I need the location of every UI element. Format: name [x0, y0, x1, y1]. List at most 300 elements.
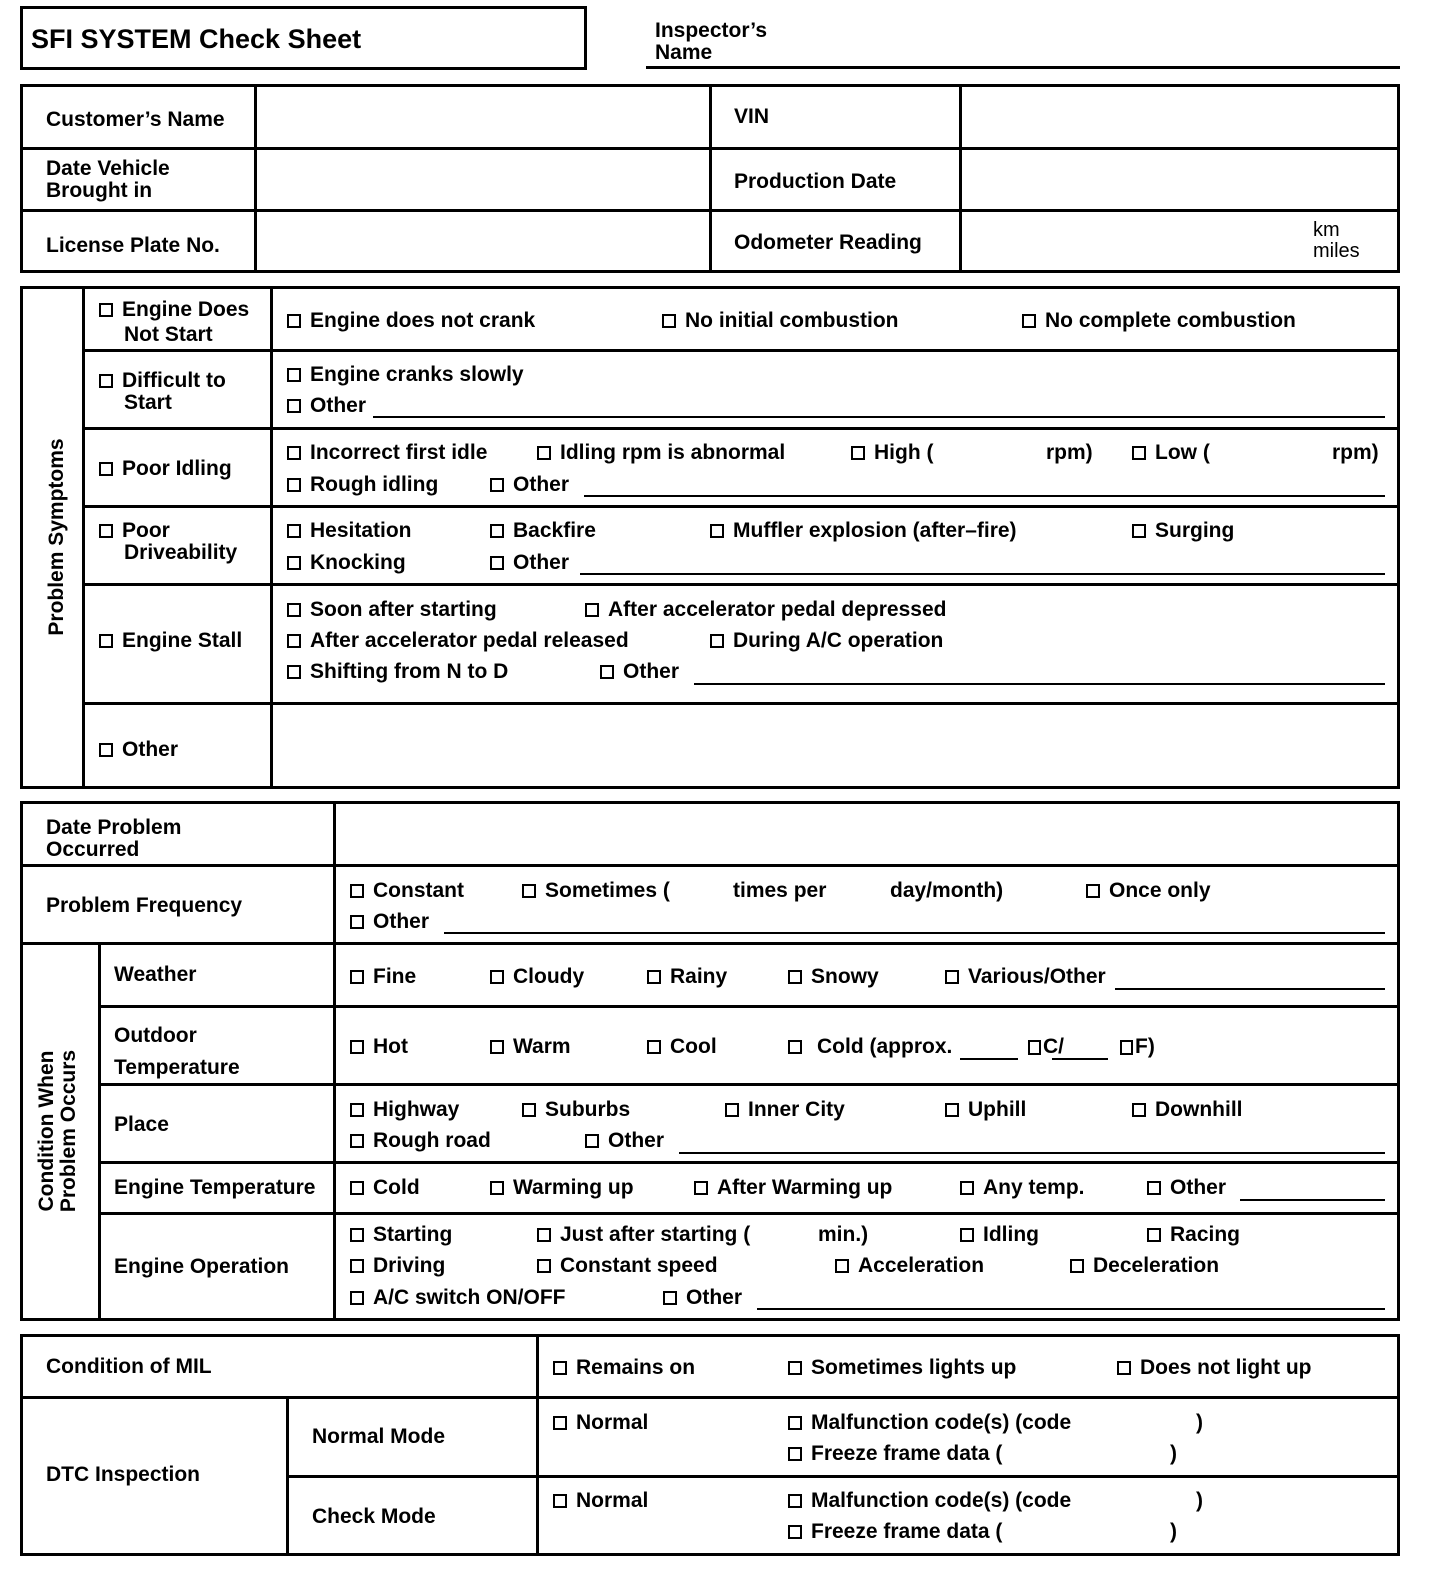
various-other-checkbox[interactable]: [945, 966, 1106, 988]
once-only-checkbox[interactable]: [1086, 880, 1211, 902]
checkbox-icon: [522, 884, 536, 898]
checkbox-icon: [490, 1181, 504, 1195]
production-date-label: Production Date: [734, 170, 897, 193]
idling-checkbox[interactable]: [960, 1224, 1039, 1246]
checkbox-icon: [663, 1291, 677, 1305]
option-label: Other: [513, 551, 570, 574]
license-plate-field[interactable]: [258, 213, 706, 270]
frequency-other-field[interactable]: [444, 932, 1385, 934]
remains-on-checkbox[interactable]: [553, 1357, 695, 1379]
driveability-other-checkbox[interactable]: [490, 552, 569, 574]
option-label: Highway: [373, 1098, 460, 1121]
frequency-other-checkbox[interactable]: [350, 911, 429, 933]
place-other-field[interactable]: [679, 1152, 1385, 1154]
checkbox-icon: [662, 314, 676, 328]
option-label: Other: [310, 394, 367, 417]
engine-stall-label: Engine Stall: [122, 629, 243, 652]
option-label: Muffler explosion (after–fire): [733, 519, 1017, 542]
date-problem-line1: Date Problem: [46, 816, 182, 839]
divider: [20, 942, 1400, 945]
option-label: Sometimes lights up: [811, 1356, 1017, 1379]
check-mode-malfunction-close: ): [1196, 1489, 1203, 1512]
option-label: Just after starting (: [560, 1223, 751, 1246]
date-problem-field[interactable]: [337, 805, 1396, 863]
vin-label: VIN: [734, 105, 770, 128]
cold-approx-checkbox[interactable]: [788, 1036, 952, 1058]
checkbox-icon: [788, 1040, 802, 1054]
checkbox-icon: [788, 1361, 802, 1375]
shifting-n-to-d-checkbox[interactable]: [287, 661, 508, 683]
checkbox-icon: [287, 665, 301, 679]
knocking-checkbox[interactable]: [287, 552, 406, 574]
rainy-checkbox[interactable]: [647, 966, 727, 988]
km-unit: km: [1313, 219, 1340, 241]
option-label: Rainy: [670, 965, 728, 988]
difficult-other-field[interactable]: [373, 416, 1385, 418]
weather-label: Weather: [114, 963, 197, 986]
option-label: Backfire: [513, 519, 596, 542]
ac-switch-checkbox[interactable]: [350, 1287, 566, 1309]
odometer-field[interactable]: [963, 213, 1303, 270]
checkbox-icon: [788, 1494, 802, 1508]
poor-driveability-checkbox[interactable]: [99, 520, 170, 542]
celsius-field[interactable]: [960, 1058, 1018, 1060]
degree-box-icon: [1120, 1040, 1133, 1055]
check-mode-normal-checkbox[interactable]: [553, 1490, 648, 1512]
difficult-to-start-label-line2: Start: [124, 391, 172, 414]
after-pedal-depressed-checkbox[interactable]: [585, 599, 946, 621]
condition-when-problem-occurs-label: [36, 1033, 80, 1229]
checkbox-icon: [99, 462, 113, 476]
option-label: Suburbs: [545, 1098, 631, 1121]
date-problem-line2: Occurred: [46, 838, 140, 861]
soon-after-starting-checkbox[interactable]: [287, 599, 497, 621]
checkbox-icon: [99, 743, 113, 757]
option-label: Hot: [373, 1035, 408, 1058]
checkbox-icon: [725, 1103, 739, 1117]
surging-checkbox[interactable]: [1132, 520, 1234, 542]
option-label: Snowy: [811, 965, 879, 988]
divider: [98, 1083, 1400, 1086]
engine-operation-label: Engine Operation: [114, 1255, 290, 1278]
idling-other-checkbox[interactable]: [490, 474, 569, 496]
option-label: Sometimes (: [545, 879, 670, 902]
constant-checkbox[interactable]: [350, 880, 464, 902]
incorrect-first-idle-checkbox[interactable]: [287, 442, 487, 464]
checkbox-icon: [1147, 1228, 1161, 1242]
racing-checkbox[interactable]: [1147, 1224, 1240, 1246]
option-label: Engine does not crank: [310, 309, 536, 332]
option-label: Cold: [373, 1176, 420, 1199]
checkbox-icon: [287, 524, 301, 538]
option-label: Rough idling: [310, 473, 439, 496]
just-after-starting-checkbox[interactable]: [537, 1224, 750, 1246]
snowy-checkbox[interactable]: [788, 966, 879, 988]
checkbox-icon: [490, 970, 504, 984]
day-month-label: day/month): [890, 879, 1004, 902]
option-label: After Warming up: [717, 1176, 893, 1199]
no-initial-combustion-checkbox[interactable]: [662, 310, 899, 332]
checkbox-icon: [350, 884, 364, 898]
customer-name-label: Customer’s Name: [46, 108, 225, 131]
divider: [286, 1475, 1400, 1478]
option-label: Cold (approx.: [817, 1035, 953, 1058]
fahrenheit-unit: [1118, 1036, 1155, 1058]
option-label: Malfunction code(s) (code: [811, 1411, 1072, 1434]
normal-mode-label: Normal Mode: [312, 1425, 446, 1448]
divider: [333, 801, 336, 1321]
option-label: Engine cranks slowly: [310, 363, 524, 386]
checkbox-icon: [600, 665, 614, 679]
outdoor-temperature-line1: Outdoor: [114, 1024, 197, 1047]
checkbox-icon: [287, 446, 301, 460]
option-label: Knocking: [310, 551, 406, 574]
uphill-checkbox[interactable]: [945, 1099, 1026, 1121]
option-label: Other: [513, 473, 570, 496]
during-ac-operation-checkbox[interactable]: [710, 630, 943, 652]
place-other-checkbox[interactable]: [585, 1130, 664, 1152]
divider: [82, 349, 1400, 352]
checkbox-icon: [537, 446, 551, 460]
normal-mode-freeze-close: ): [1170, 1442, 1177, 1465]
divider: [98, 942, 101, 1321]
inner-city-checkbox[interactable]: [725, 1099, 845, 1121]
checkbox-icon: [350, 1181, 364, 1195]
option-label: Once only: [1109, 879, 1211, 902]
symptom-other-field[interactable]: [274, 706, 1396, 786]
idle-low-rpm-unit: rpm): [1332, 441, 1379, 464]
divider: [98, 1212, 1400, 1215]
checkbox-icon: [350, 1134, 364, 1148]
checkbox-icon: [522, 1103, 536, 1117]
inspector-label-line1: Inspector’s: [655, 19, 768, 42]
checkbox-icon: [350, 1103, 364, 1117]
problem-symptoms-section-label: Problem Symptoms: [45, 438, 68, 636]
operation-other-field[interactable]: [757, 1308, 1385, 1310]
option-label: Other: [608, 1129, 665, 1152]
after-warming-up-checkbox[interactable]: [694, 1177, 892, 1199]
check-mode-malfunction-checkbox[interactable]: [788, 1490, 1071, 1512]
option-label: Malfunction code(s) (code: [811, 1489, 1072, 1512]
check-mode-freeze-close: ): [1170, 1520, 1177, 1543]
checkbox-icon: [835, 1259, 849, 1273]
acceleration-checkbox[interactable]: [835, 1255, 984, 1277]
production-date-field[interactable]: [963, 151, 1396, 208]
condition-label-line1: Condition When: [35, 1050, 58, 1212]
checkbox-icon: [647, 1040, 661, 1054]
fine-checkbox[interactable]: [350, 966, 416, 988]
idling-other-field[interactable]: [584, 495, 1385, 497]
option-label: Cloudy: [513, 965, 585, 988]
min-unit: min.): [818, 1223, 869, 1246]
difficult-to-start-label: Difficult to: [122, 369, 226, 392]
inspector-name-field[interactable]: [646, 66, 1400, 69]
normal-mode-malfunction-close: ): [1196, 1411, 1203, 1434]
option-label: High (: [874, 441, 934, 464]
divider: [82, 286, 85, 789]
option-label: Remains on: [576, 1356, 696, 1379]
option-label: Warming up: [513, 1176, 634, 1199]
option-label: Uphill: [968, 1098, 1027, 1121]
divider: [20, 1396, 1400, 1399]
condition-label-line2: Problem Occurs: [57, 1049, 80, 1213]
inspector-label: [655, 20, 767, 64]
divider: [20, 864, 1400, 867]
option-label: Idling rpm is abnormal: [560, 441, 786, 464]
checkbox-icon: [710, 524, 724, 538]
checkbox-icon: [287, 478, 301, 492]
option-label: Other: [686, 1286, 743, 1309]
option-label: During A/C operation: [733, 629, 944, 652]
difficult-to-start-checkbox[interactable]: [99, 370, 226, 392]
muffler-explosion-checkbox[interactable]: [710, 520, 1017, 542]
highway-checkbox[interactable]: [350, 1099, 459, 1121]
divider: [536, 1334, 539, 1556]
rough-road-checkbox[interactable]: [350, 1130, 491, 1152]
option-label: No complete combustion: [1045, 309, 1296, 332]
option-label: Normal: [576, 1411, 649, 1434]
option-label: Other: [373, 910, 430, 933]
checkbox-icon: [99, 524, 113, 538]
engine-does-not-start-checkbox[interactable]: [99, 299, 249, 321]
option-label: Normal: [576, 1489, 649, 1512]
engine-does-not-crank-checkbox[interactable]: [287, 310, 535, 332]
checkbox-icon: [710, 634, 724, 648]
inspector-label-line2: Name: [655, 41, 713, 64]
poor-idling-label: Poor Idling: [122, 457, 232, 480]
normal-mode-malfunction-checkbox[interactable]: [788, 1412, 1071, 1434]
divider: [959, 84, 962, 273]
cloudy-checkbox[interactable]: [490, 966, 584, 988]
option-label: Freeze frame data (: [811, 1520, 1003, 1543]
outdoor-temperature-line2: Temperature: [114, 1056, 240, 1079]
checkbox-icon: [1132, 1103, 1146, 1117]
driveability-other-field[interactable]: [580, 573, 1385, 575]
times-per-label: times per: [733, 879, 827, 902]
option-label: Freeze frame data (: [811, 1442, 1003, 1465]
option-label: Any temp.: [983, 1176, 1085, 1199]
customer-name-field[interactable]: [258, 88, 706, 146]
condition-of-mil-label: Condition of MIL: [46, 1355, 212, 1378]
option-label: Incorrect first idle: [310, 441, 488, 464]
engine-does-not-start-label: Engine Does: [122, 298, 250, 321]
option-label: Surging: [1155, 519, 1235, 542]
does-not-light-up-checkbox[interactable]: [1117, 1357, 1311, 1379]
checkbox-icon: [960, 1228, 974, 1242]
date-vehicle-line1: Date Vehicle: [46, 157, 170, 180]
checkbox-icon: [553, 1494, 567, 1508]
hesitation-checkbox[interactable]: [287, 520, 412, 542]
checkbox-icon: [1022, 314, 1036, 328]
checkbox-icon: [490, 556, 504, 570]
checkbox-icon: [287, 314, 301, 328]
divider: [286, 1396, 289, 1556]
any-temp-checkbox[interactable]: [960, 1177, 1085, 1199]
degree-box-icon: [1028, 1040, 1041, 1055]
idling-rpm-abnormal-checkbox[interactable]: [537, 442, 785, 464]
option-label: Starting: [373, 1223, 453, 1246]
downhill-checkbox[interactable]: [1132, 1099, 1243, 1121]
suburbs-checkbox[interactable]: [522, 1099, 630, 1121]
check-mode-label: Check Mode: [312, 1505, 436, 1528]
difficult-other-checkbox[interactable]: [287, 395, 366, 417]
checkbox-icon: [350, 915, 364, 929]
idle-low-checkbox[interactable]: [1132, 442, 1210, 464]
operation-other-checkbox[interactable]: [663, 1287, 742, 1309]
checkbox-icon: [553, 1416, 567, 1430]
checkbox-icon: [647, 970, 661, 984]
stall-other-field[interactable]: [694, 683, 1385, 685]
outdoor-temperature-label: [114, 1020, 240, 1084]
checkbox-icon: [585, 603, 599, 617]
checkbox-icon: [537, 1228, 551, 1242]
checkbox-icon: [694, 1181, 708, 1195]
option-label: Rough road: [373, 1129, 491, 1152]
option-label: After accelerator pedal depressed: [608, 598, 947, 621]
warming-up-checkbox[interactable]: [490, 1177, 634, 1199]
symptom-other-checkbox[interactable]: [99, 739, 178, 761]
divider: [270, 286, 273, 789]
constant-speed-checkbox[interactable]: [537, 1255, 718, 1277]
divider: [82, 427, 1400, 430]
date-vehicle-field[interactable]: [258, 151, 706, 208]
sometimes-checkbox[interactable]: [522, 880, 670, 902]
driving-checkbox[interactable]: [350, 1255, 445, 1277]
hot-checkbox[interactable]: [350, 1036, 408, 1058]
deceleration-checkbox[interactable]: [1070, 1255, 1219, 1277]
checkbox-icon: [1132, 446, 1146, 460]
cool-checkbox[interactable]: [647, 1036, 717, 1058]
weather-other-field[interactable]: [1115, 988, 1385, 990]
checkbox-icon: [99, 303, 113, 317]
option-label: Constant: [373, 879, 464, 902]
checkbox-icon: [490, 524, 504, 538]
engine-cranks-slowly-checkbox[interactable]: [287, 364, 524, 386]
poor-idling-checkbox[interactable]: [99, 458, 232, 480]
divider: [82, 505, 1400, 508]
checkbox-icon: [945, 1103, 959, 1117]
normal-mode-normal-checkbox[interactable]: [553, 1412, 648, 1434]
checkbox-icon: [585, 1134, 599, 1148]
unit-label: C/: [1043, 1035, 1064, 1058]
engine-cold-checkbox[interactable]: [350, 1177, 420, 1199]
divider: [98, 1005, 1400, 1008]
poor-driveability-label: Poor: [122, 519, 170, 542]
option-label: Soon after starting: [310, 598, 497, 621]
date-problem-label: [46, 817, 181, 861]
sometimes-lights-up-checkbox[interactable]: [788, 1357, 1016, 1379]
option-label: Other: [623, 660, 680, 683]
dtc-inspection-label: DTC Inspection: [46, 1463, 201, 1486]
checkbox-icon: [350, 1291, 364, 1305]
checkbox-icon: [960, 1181, 974, 1195]
date-vehicle-label: [46, 158, 170, 202]
odometer-label: Odometer Reading: [734, 231, 922, 254]
checkbox-icon: [788, 1447, 802, 1461]
checkbox-icon: [287, 603, 301, 617]
option-label: After accelerator pedal released: [310, 629, 629, 652]
checkbox-icon: [1086, 884, 1100, 898]
celsius-unit: [1026, 1036, 1064, 1058]
checkbox-icon: [553, 1361, 567, 1375]
symptom-other-label: Other: [122, 738, 179, 761]
option-label: Deceleration: [1093, 1254, 1220, 1277]
option-label: Constant speed: [560, 1254, 718, 1277]
page-title: SFI SYSTEM Check Sheet: [31, 24, 362, 54]
checkbox-icon: [490, 478, 504, 492]
checkbox-icon: [1147, 1181, 1161, 1195]
idle-high-rpm-unit: rpm): [1046, 441, 1093, 464]
poor-driveability-label-line2: Driveability: [124, 541, 238, 564]
no-complete-combustion-checkbox[interactable]: [1022, 310, 1296, 332]
checkbox-icon: [287, 634, 301, 648]
vin-field[interactable]: [963, 88, 1396, 146]
engine-does-not-start-label-line2: Not Start: [124, 323, 213, 346]
checkbox-icon: [99, 634, 113, 648]
date-vehicle-line2: Brought in: [46, 179, 153, 202]
place-label: Place: [114, 1113, 169, 1136]
rough-idling-checkbox[interactable]: [287, 474, 438, 496]
unit-label: F): [1135, 1035, 1155, 1058]
backfire-checkbox[interactable]: [490, 520, 596, 542]
after-pedal-released-checkbox[interactable]: [287, 630, 629, 652]
option-label: Fine: [373, 965, 417, 988]
divider: [98, 1161, 1400, 1164]
miles-unit: miles: [1313, 240, 1360, 262]
checkbox-icon: [788, 970, 802, 984]
checkbox-icon: [350, 1228, 364, 1242]
warm-checkbox[interactable]: [490, 1036, 571, 1058]
engine-stall-checkbox[interactable]: [99, 630, 242, 652]
option-label: Warm: [513, 1035, 571, 1058]
check-mode-freeze-checkbox[interactable]: [788, 1521, 1002, 1543]
checkbox-icon: [1070, 1259, 1084, 1273]
option-label: Idling: [983, 1223, 1039, 1246]
option-label: Does not light up: [1140, 1356, 1312, 1379]
checkbox-icon: [287, 556, 301, 570]
normal-mode-freeze-checkbox[interactable]: [788, 1443, 1002, 1465]
divider: [254, 84, 257, 273]
license-plate-label: License Plate No.: [46, 234, 220, 257]
checkbox-icon: [788, 1416, 802, 1430]
problem-frequency-label: Problem Frequency: [46, 894, 243, 917]
option-label: Low (: [1155, 441, 1210, 464]
option-label: Cool: [670, 1035, 717, 1058]
option-label: Hesitation: [310, 519, 412, 542]
checkbox-icon: [851, 446, 865, 460]
checkbox-icon: [945, 970, 959, 984]
divider: [82, 583, 1400, 586]
divider: [709, 84, 712, 273]
fahrenheit-field[interactable]: [1052, 1058, 1108, 1060]
checkbox-icon: [788, 1525, 802, 1539]
stall-other-checkbox[interactable]: [600, 661, 679, 683]
checkbox-icon: [537, 1259, 551, 1273]
checkbox-icon: [490, 1040, 504, 1054]
option-label: No initial combustion: [685, 309, 899, 332]
checkbox-icon: [350, 970, 364, 984]
divider: [82, 702, 1400, 705]
engine-temp-other-checkbox[interactable]: [1147, 1177, 1226, 1199]
checkbox-icon: [287, 368, 301, 382]
engine-temp-other-field[interactable]: [1240, 1199, 1385, 1201]
option-label: Shifting from N to D: [310, 660, 509, 683]
option-label: Inner City: [748, 1098, 845, 1121]
checkbox-icon: [350, 1259, 364, 1273]
option-label: Various/Other: [968, 965, 1106, 988]
idle-high-checkbox[interactable]: [851, 442, 933, 464]
starting-checkbox[interactable]: [350, 1224, 452, 1246]
